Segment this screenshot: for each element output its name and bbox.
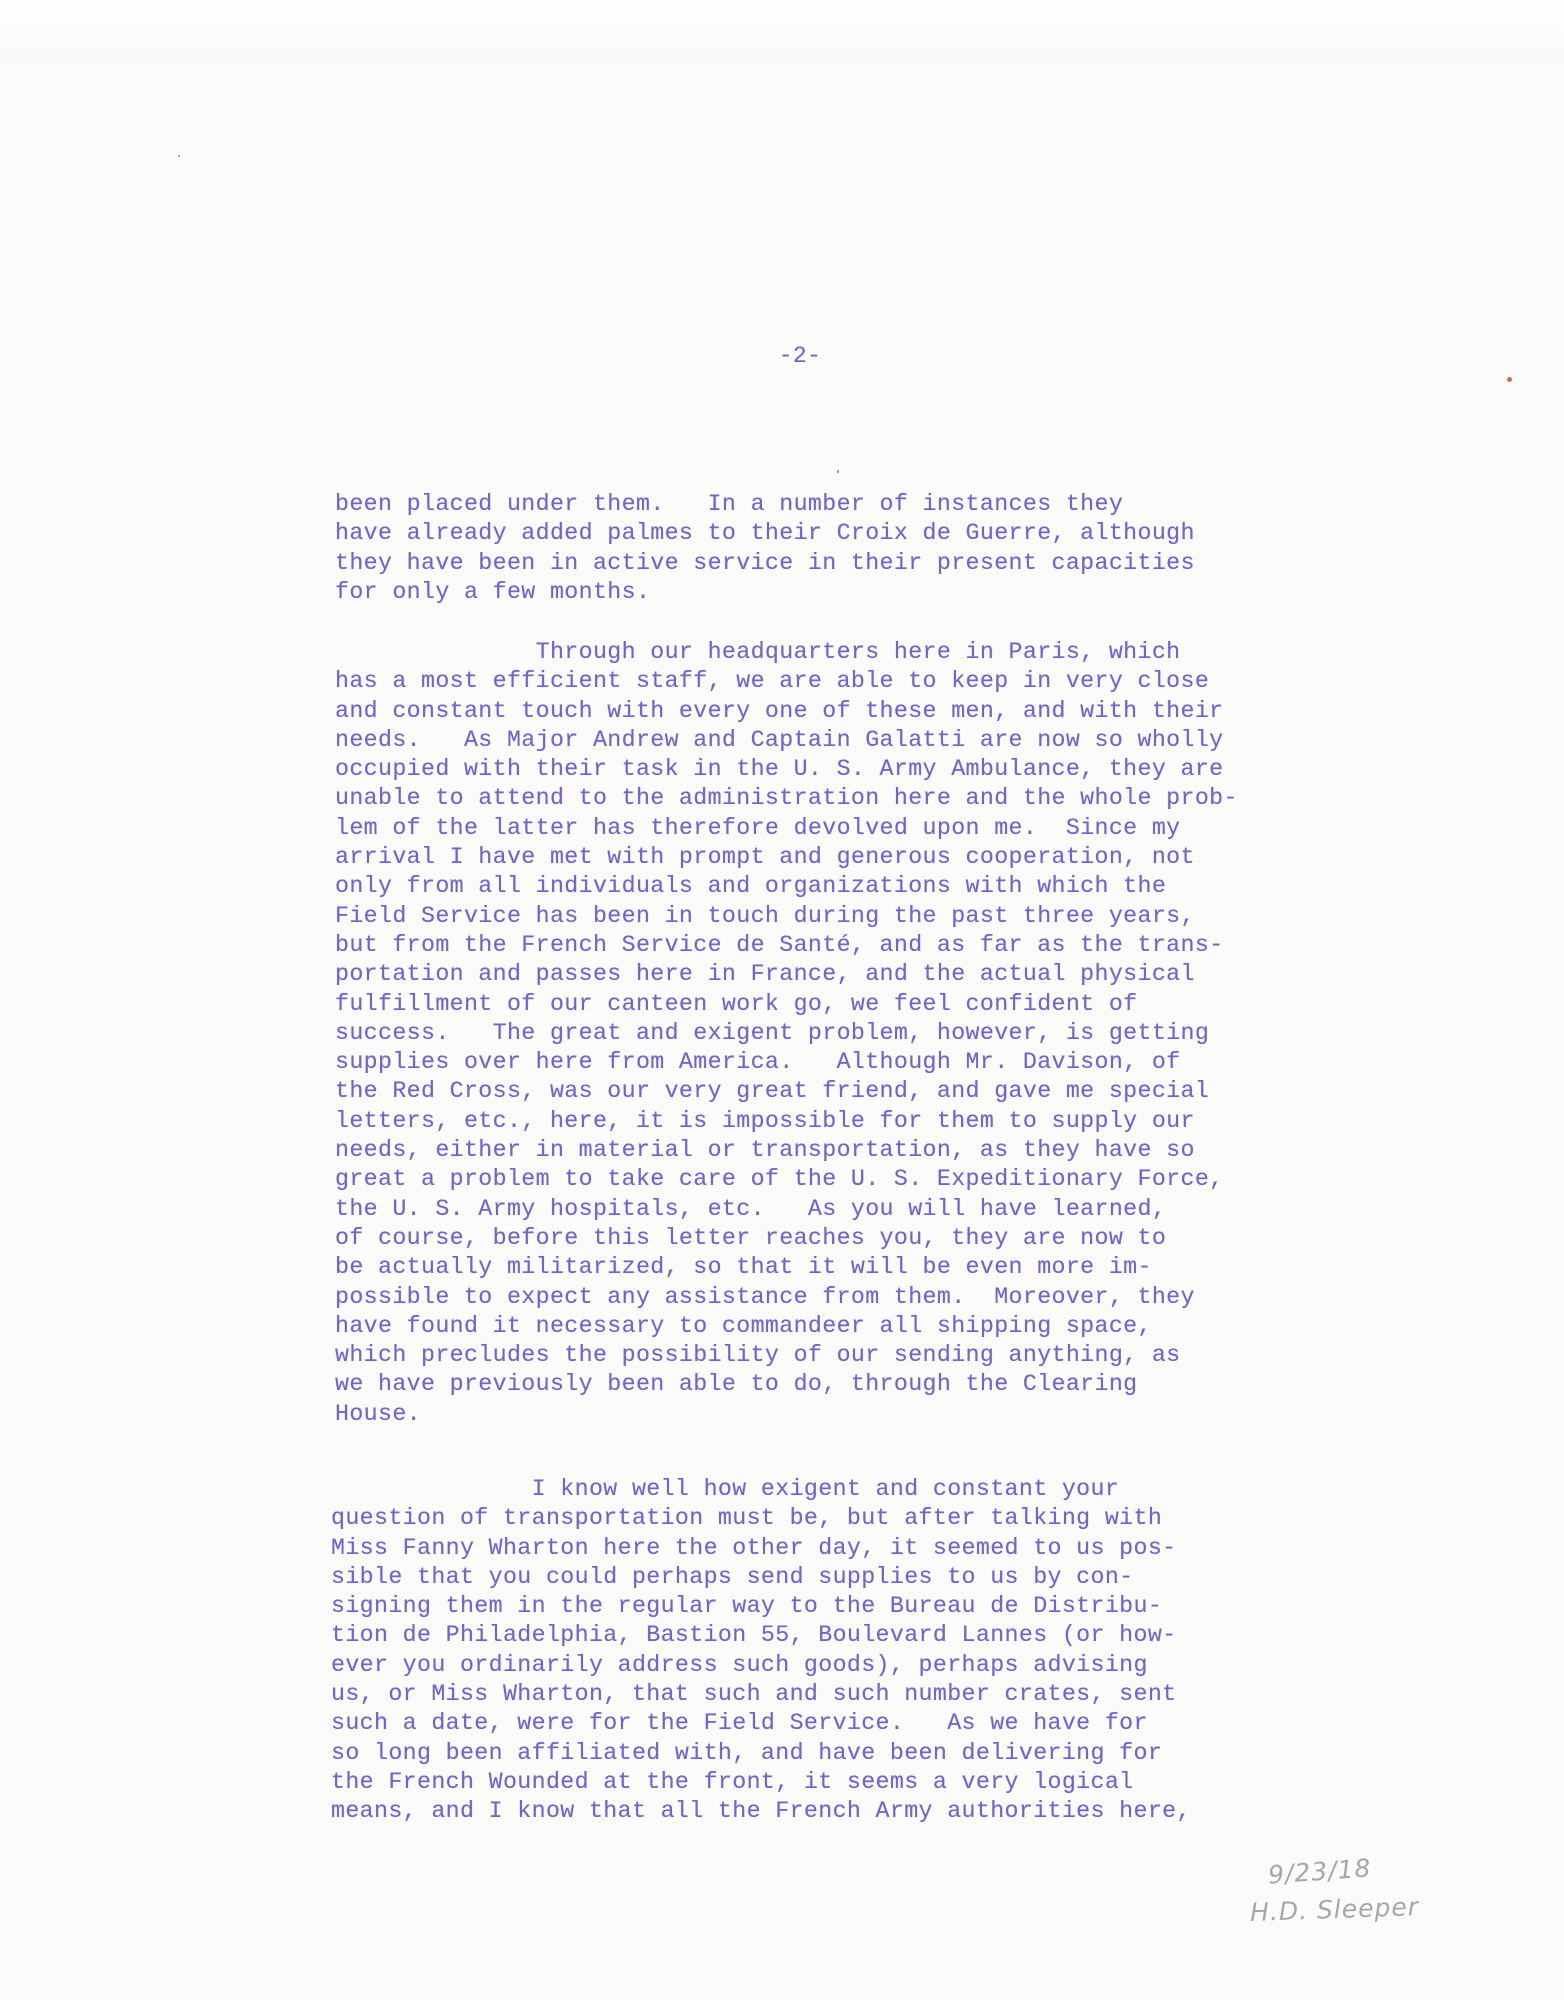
text-line: such a date, were for the Field Service. As we have for bbox=[331, 1710, 1148, 1737]
text-line: Field Service has been in touch during the past three years, bbox=[335, 902, 1195, 929]
text-line: arrival I have met with prompt and generous cooperation, not bbox=[335, 844, 1195, 871]
text-line: we have previously been able to do, through the Clearing bbox=[335, 1371, 1138, 1398]
pencil-date-annotation: 9/23/18 bbox=[1267, 1853, 1373, 1890]
text-line: the U. S. Army hospitals, etc. As you will have learned, bbox=[335, 1195, 1167, 1222]
text-line: which precludes the possibility of our sending anything, as bbox=[335, 1342, 1181, 1369]
text-line: only from all individuals and organizations with which the bbox=[335, 873, 1167, 900]
text-line: means, and I know that all the French Army authorities here, bbox=[331, 1798, 1191, 1825]
text-line: lem of the latter has therefore devolved upon me. Since my bbox=[335, 814, 1181, 841]
text-line: fulfillment of our canteen work go, we feel confident of bbox=[335, 990, 1138, 1017]
page-number: -2- bbox=[778, 343, 822, 369]
text-line: success. The great and exigent problem, however, is getting bbox=[335, 1019, 1210, 1046]
page-top-edge bbox=[0, 0, 1564, 58]
text-line: I know well how exigent and constant your bbox=[331, 1476, 1120, 1502]
text-line: possible to expect any assistance from them. Moreover, they bbox=[335, 1283, 1195, 1310]
text-line: needs, either in material or transportation, as they have so bbox=[335, 1137, 1195, 1164]
text-line: Miss Fanny Wharton here the other day, it seemed to us pos- bbox=[331, 1534, 1177, 1561]
text-line: question of transportation must be, but after talking with bbox=[331, 1505, 1163, 1532]
paper-speck bbox=[1507, 377, 1512, 382]
text-line: House. bbox=[335, 1400, 421, 1427]
text-line: needs. As Major Andrew and Captain Galatti are now so wholly bbox=[335, 726, 1224, 753]
text-line: tion de Philadelphia, Bastion 55, Boulevard Lannes (or how- bbox=[331, 1622, 1177, 1649]
text-line: letters, etc., here, it is impossible for them to supply our bbox=[335, 1107, 1195, 1134]
text-line: have already added palmes to their Croix de Guerre, although bbox=[335, 520, 1195, 547]
text-line: portation and passes here in France, and the actual physical bbox=[335, 961, 1195, 988]
paper-speck bbox=[178, 155, 180, 157]
text-line: ever you ordinarily address such goods), perhaps advising bbox=[331, 1651, 1148, 1678]
text-line: for only a few months. bbox=[335, 578, 651, 605]
text-line: sible that you could perhaps send supplies to us by con- bbox=[331, 1563, 1134, 1590]
text-line: the French Wounded at the front, it seems a very logical bbox=[331, 1768, 1134, 1795]
text-line: has a most efficient staff, we are able to keep in very close bbox=[335, 668, 1210, 695]
text-line: occupied with their task in the U. S. Army Ambulance, they are bbox=[335, 756, 1224, 783]
text-line: supplies over here from America. Although Mr. Davison, of bbox=[335, 1049, 1181, 1076]
paper-speck bbox=[837, 470, 839, 473]
paragraph-3 bbox=[331, 1475, 1191, 1827]
text-line: been placed under them. In a number of instances they bbox=[335, 491, 1124, 517]
text-line: of course, before this letter reaches you, they are now to bbox=[335, 1224, 1167, 1251]
text-line: be actually militarized, so that it will be even more im- bbox=[335, 1254, 1152, 1281]
text-line: signing them in the regular way to the Bureau de Distribu- bbox=[331, 1593, 1163, 1620]
pencil-name-annotation: H.D. Sleeper bbox=[1249, 1892, 1420, 1927]
text-line: the Red Cross, was our very great friend, and gave me special bbox=[335, 1078, 1210, 1105]
text-line: they have been in active service in their present capacities bbox=[335, 549, 1195, 576]
text-line: and constant touch with every one of these men, and with their bbox=[335, 697, 1224, 724]
paragraph-1 bbox=[335, 490, 1195, 607]
text-line: have found it necessary to commandeer all shipping space, bbox=[335, 1312, 1152, 1339]
text-line: us, or Miss Wharton, that such and such number crates, sent bbox=[331, 1681, 1177, 1708]
text-line: Through our headquarters here in Paris, which bbox=[335, 639, 1181, 665]
text-line: but from the French Service de Santé, and as far as the trans- bbox=[335, 931, 1224, 958]
text-line: great a problem to take care of the U. S. Expeditionary Force, bbox=[335, 1166, 1224, 1193]
paragraph-2 bbox=[335, 638, 1238, 1429]
text-line: unable to attend to the administration here and the whole prob- bbox=[335, 785, 1238, 812]
text-line: so long been affiliated with, and have been delivering for bbox=[331, 1739, 1163, 1766]
